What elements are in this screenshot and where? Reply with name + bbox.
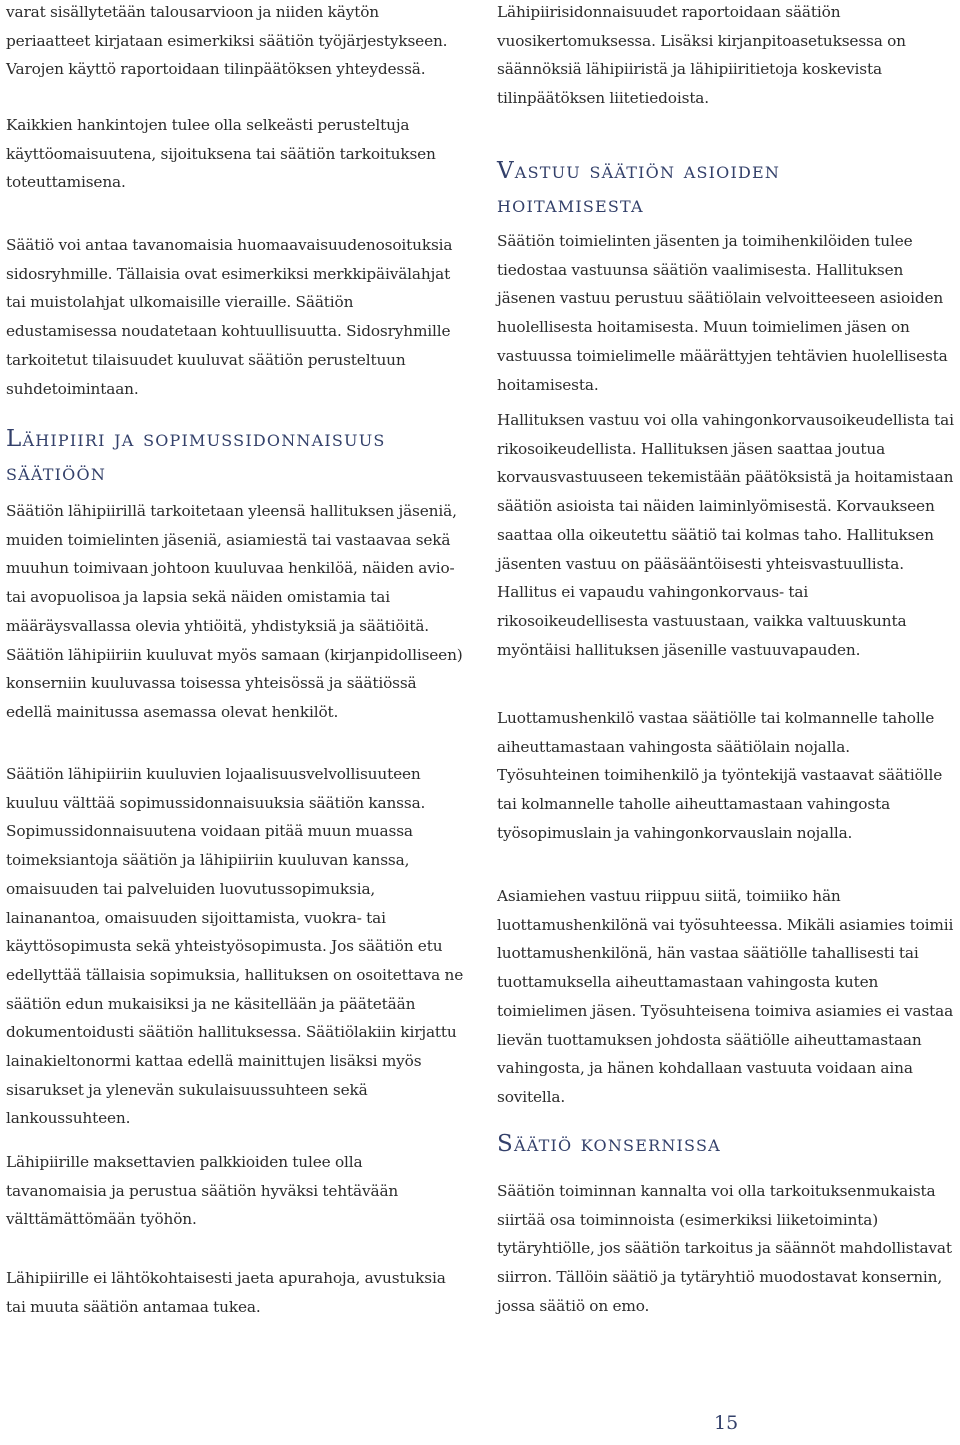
page-number: 15 — [714, 1412, 739, 1434]
paragraph: Säätiön toiminnan kannalta voi olla tarkoituksenmukaista siirtää osa toiminnoista (esimerkiksi liiketoiminta) tytäryhtiölle, jos säätiön tarkoitus ja säännöt mahdollistavat siirron. Tällöin säätiö ja tytäryhtiö muodostavat konsernin, jossa säätiö on emo. — [497, 1182, 952, 1315]
paragraph: Lähipiirille maksettavien palkkioiden tulee olla tavanomaisia ja perustua säätiön hyväksi tehtävään välttämättömään työhön. — [6, 1153, 399, 1229]
paragraph: varat sisällytetään talousarvioon ja niiden käytön periaatteet kirjataan esimerkiksi säätiön työjärjestykseen. Varojen käyttö raportoidaan tilinpäätöksen yhteydessä. — [6, 3, 448, 79]
paragraph: Lähipiirille ei lähtökohtaisesti jaeta apurahoja, avustuksia tai muuta säätiön antamaa tukea. — [6, 1269, 446, 1316]
section-heading-vastuu: Vastuu säätiön asioiden hoitamisesta — [497, 158, 781, 218]
section-heading-konserni: Säätiö konsernissa — [497, 1131, 721, 1157]
paragraph: Luottamushenkilö vastaa säätiölle tai kolmannelle taholle aiheuttamastaan vahingosta säätiölain nojalla. Työsuhteinen toimihenkilö ja työntekijä vastaavat säätiölle tai kolmannelle taholle aiheuttamastaan vahingosta työsopimuslain ja vahingonkorvauslain nojalla. — [497, 709, 943, 842]
paragraph: Kaikkien hankintojen tulee olla selkeästi perusteltuja käyttöomaisuutena, sijoituksena tai säätiön tarkoituksen toteuttamisena. — [6, 116, 436, 192]
paragraph: Asiamiehen vastuu riippuu siitä, toimiiko hän luottamushenkilönä vai työsuhteessa. Mikäli asiamies toimii luottamushenkilönä, hän vastaa säätiölle tahallisesti tai tuottamuksella aiheuttamastaan vahingosta kuten toimielimen jäsen. Työsuhteisena toimiva asiamies ei vastaa lievän tuottamuksen johdosta säätiölle aiheuttamastaan vahingosta, ja hänen kohdallaan vastuuta voidaan aina sovitella. — [497, 887, 954, 1106]
paragraph: Säätiön lähipiiriin kuuluvien lojaalisuusvelvollisuuteen kuuluu välttää sopimussidonnaisuuksia säätiön kanssa. Sopimussidonnaisuutena voidaan pitää muun muassa toimeksiantoja säätiön ja lähipiiriin kuuluvan kanssa, omaisuuden tai palveluiden luovutussopimuksia, lainanantoa, omaisuuden sijoittamista, vuokra- tai käyttösopimusta sekä yhteistyösopimusta. Jos säätiön etu edellyttää tällaisia sopimuksia, hallituksen on osoitettava ne säätiön edun mukaisiksi ja ne käsitellään ja päätetään dokumentoidusti säätiön hallituksessa. Säätiölakiin kirjattu lainakieltonormi kattaa edellä mainittujen lisäksi myös sisarukset ja ylenevän sukulaisuussuhteen sekä lankoussuhteen. — [6, 765, 464, 1128]
paragraph: Säätiö voi antaa tavanomaisia huomaavaisuudenosoituksia sidosryhmille. Tällaisia ovat esimerkiksi merkkipäivälahjat tai muistolahjat ulkomaisille vieraille. Säätiön edustamisessa noudatetaan kohtuullisuutta. Sidosryhmille tarkoitetut tilaisuudet kuuluvat säätiön perusteltuun suhdetoimintaan. — [6, 236, 453, 398]
paragraph: Säätiön lähipiirillä tarkoitetaan yleensä hallituksen jäseniä, muiden toimielinten jäseniä, asiamiestä tai vastaavaa sekä muuhun toimivaan johtoon kuuluvaa henkilöä, näiden avio- tai avopuolisoa ja lapsia sekä näiden omistamia tai määräysvallassa olevia yhtiöitä, yhdistyksiä ja säätiöitä. Säätiön lähipiiriin kuuluvat myös samaan (kirjanpidolliseen) konserniin kuuluvassa toisessa yhteisössä ja säätiössä edellä mainitussa asemassa olevat henkilöt. — [6, 502, 463, 721]
paragraph: Säätiön toimielinten jäsenten ja toimihenkilöiden tulee tiedostaa vastuunsa säätiön vaalimisesta. Hallituksen jäsenen vastuu perustuu säätiölain velvoitteeseen asioiden huolellisesta hoitamisesta. Muun toimielimen jäsen on vastuussa toimielimelle määrättyjen tehtävien huolellisesta hoitamisesta. — [497, 232, 948, 394]
paragraph: Hallituksen vastuu voi olla vahingonkorvausoikeudellista tai rikosoikeudellista. Hallituksen jäsen saattaa joutua korvausvastuuseen tekemistään päätöksistä ja hoitamistaan säätiön asioista tai näiden laiminlyömisestä. Korvaukseen saattaa olla oikeutettu säätiö tai kolmas taho. Hallituksen jäsenten vastuu on pääsääntöisesti yhteisvastuullista. Hallitus ei vapaudu vahingonkorvaus- tai rikosoikeudellisesta vastuustaan, vaikka valtuuskunta myöntäisi hallituksen jäsenille vastuuvapauden. — [497, 411, 954, 659]
paragraph: Lähipiirisidonnaisuudet raportoidaan säätiön vuosikertomuksessa. Lisäksi kirjanpitoasetuksessa on säännöksiä lähipiiristä ja lähipiiritietoja koskevista tilinpäätöksen liitetiedoista. — [497, 3, 906, 108]
section-heading-lahipiiri: Lähipiiri ja sopimussidonnaisuus säätiöön — [6, 426, 386, 486]
